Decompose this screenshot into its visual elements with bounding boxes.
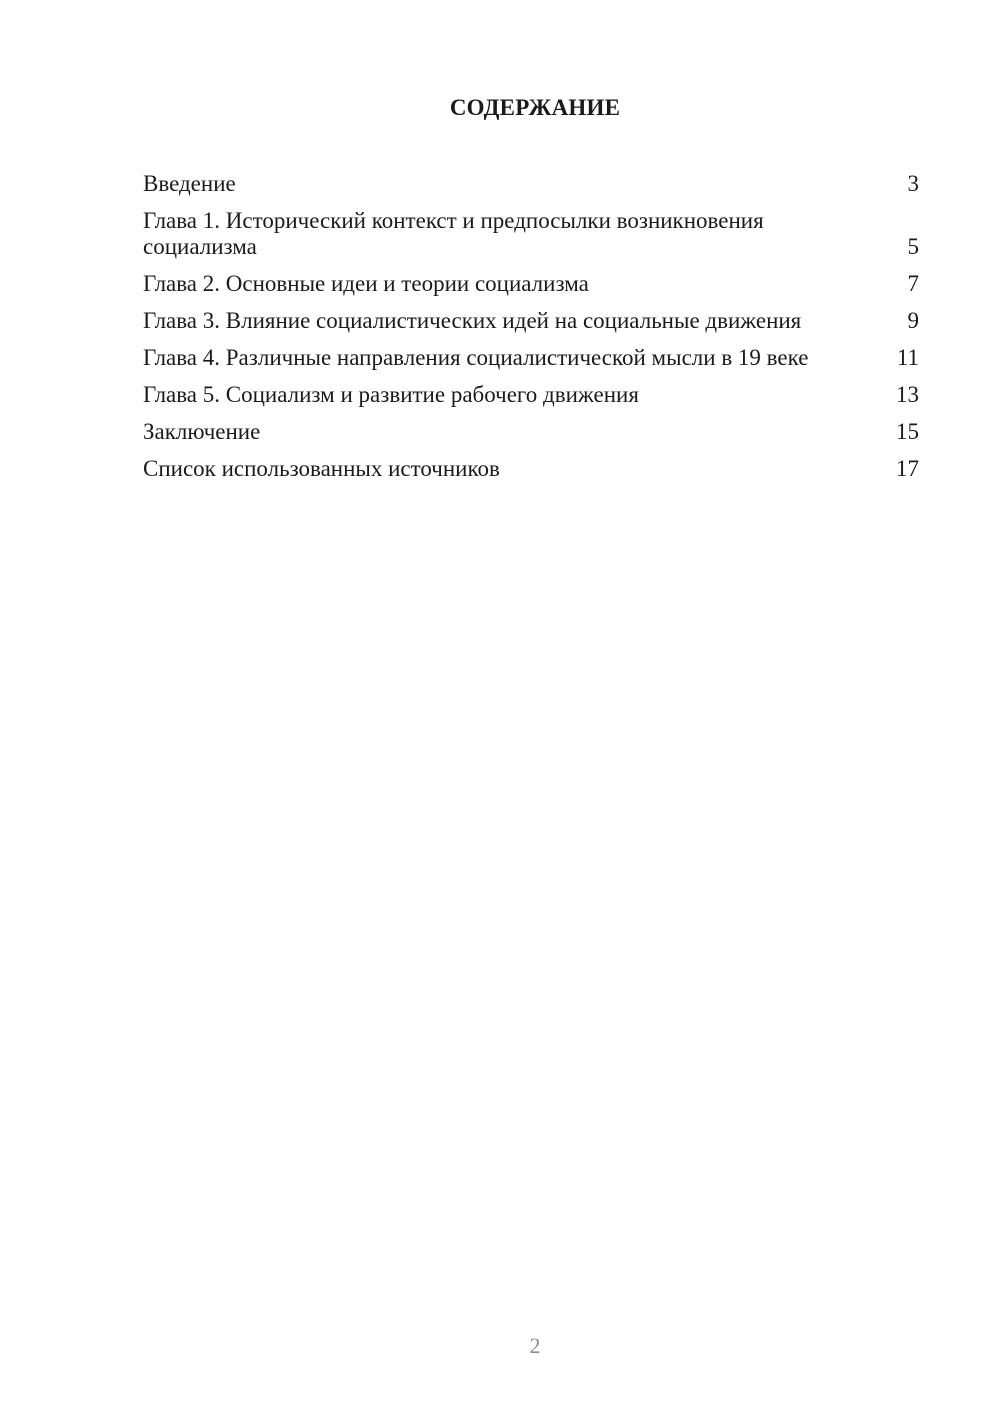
toc-entry-page: 15 — [896, 419, 919, 444]
toc-entry-chapter-1[interactable] — [143, 208, 919, 260]
toc-entry-page: 5 — [907, 234, 919, 259]
toc-entry-chapter-3[interactable] — [143, 308, 919, 334]
toc-entry-title: Глава 5. Социализм и развитие рабочего движения — [143, 382, 639, 407]
page-number: 2 — [529, 1333, 541, 1358]
page-title: СОДЕРЖАНИЕ — [449, 95, 621, 120]
toc-entry-chapter-2[interactable] — [143, 271, 919, 297]
toc-entry-page: 13 — [896, 382, 919, 407]
toc-entry-title: Введение — [143, 171, 236, 196]
toc-entry-introduction[interactable] — [143, 171, 919, 197]
table-of-contents — [143, 171, 919, 493]
toc-entry-title: Список использованных источников — [143, 456, 500, 481]
toc-entry-references[interactable] — [143, 456, 919, 482]
toc-entry-page: 17 — [896, 456, 919, 481]
toc-entry-title: Глава 2. Основные идеи и теории социализма — [143, 271, 589, 296]
toc-entry-chapter-4[interactable] — [143, 345, 919, 371]
toc-entry-chapter-5[interactable] — [143, 382, 919, 408]
toc-entry-title: Глава 3. Влияние социалистических идей на социальные движения — [143, 308, 802, 333]
toc-entry-page: 9 — [907, 308, 919, 333]
toc-entry-page: 11 — [896, 345, 919, 370]
toc-entry-page: 7 — [907, 271, 919, 296]
toc-entry-conclusion[interactable] — [143, 419, 919, 445]
toc-entry-title: Глава 4. Различные направления социалистической мысли в 19 веке — [143, 345, 809, 370]
toc-entry-page: 3 — [907, 171, 919, 196]
toc-entry-title: Заключение — [143, 419, 261, 444]
toc-entry-title: Глава 1. Исторический контекст и предпосылки возникновения социализма — [143, 208, 764, 259]
